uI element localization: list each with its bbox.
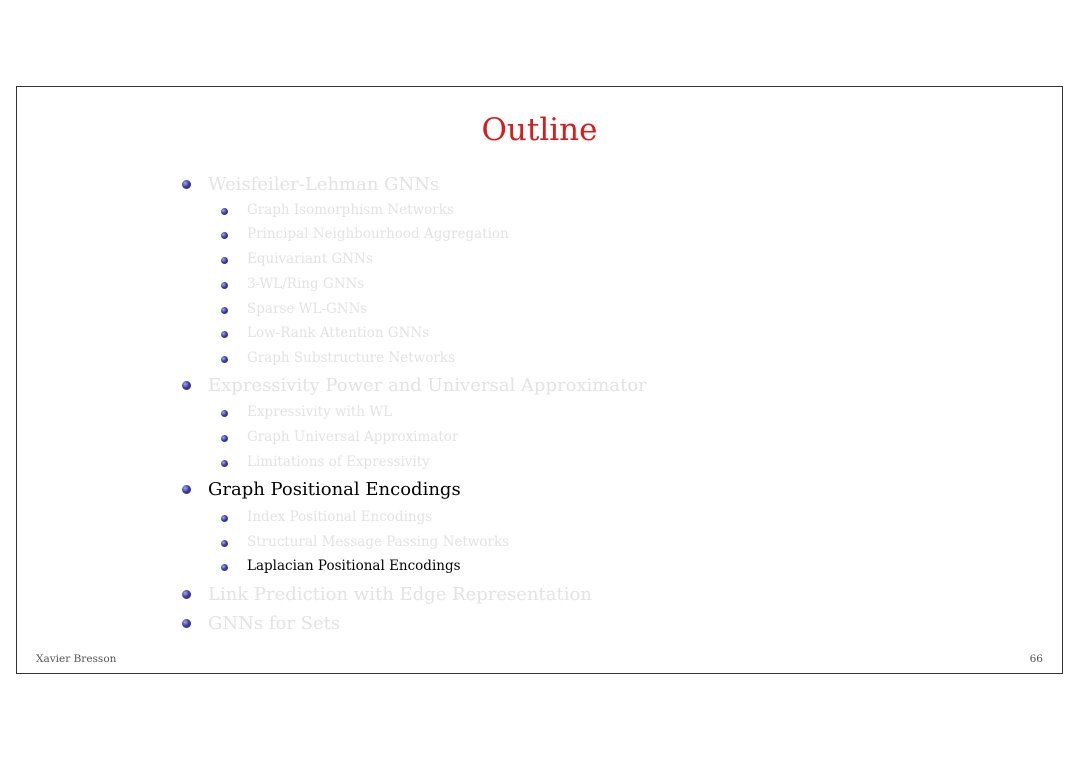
bullet-icon [221, 232, 228, 239]
outline-subitem-label: Expressivity with WL [247, 404, 393, 420]
bullet-icon [182, 485, 191, 494]
outline-item-label: Graph Positional Encodings [208, 479, 461, 500]
author-footer: Xavier Bresson [36, 653, 117, 665]
slide-title: Outline [481, 112, 598, 148]
outline-subitem-label: Equivariant GNNs [247, 251, 373, 267]
outline-item-label: Expressivity Power and Universal Approximator [208, 375, 647, 396]
bullet-icon [221, 410, 228, 417]
outline-subitem-label: Structural Message Passing Networks [247, 534, 510, 550]
slide-frame [16, 86, 1063, 674]
outline-item-label: Link Prediction with Edge Representation [208, 584, 592, 605]
bullet-icon [221, 307, 228, 314]
bullet-icon [221, 460, 228, 467]
bullet-icon [221, 540, 228, 547]
outline-subitem-label: 3-WL/Ring GNNs [247, 276, 365, 292]
bullet-icon [182, 180, 191, 189]
outline-subitem-label: Low-Rank Attention GNNs [247, 325, 430, 341]
outline-subitem-label: Limitations of Expressivity [247, 454, 430, 470]
bullet-icon [221, 356, 228, 363]
bullet-icon [221, 435, 228, 442]
page-number: 66 [1029, 653, 1043, 665]
outline-subitem-label: Graph Isomorphism Networks [247, 202, 454, 218]
outline-subitem-label: Graph Universal Approximator [247, 429, 459, 445]
outline-subitem-label: Graph Substructure Networks [247, 350, 455, 366]
bullet-icon [182, 381, 191, 390]
bullet-icon [221, 282, 228, 289]
bullet-icon [221, 564, 228, 571]
outline-subitem-label: Sparse WL-GNNs [247, 301, 368, 317]
bullet-icon [182, 590, 191, 599]
outline-subitem-label: Index Positional Encodings [247, 509, 433, 525]
outline-subitem-label: Laplacian Positional Encodings [247, 558, 461, 574]
outline-subitem-label: Principal Neighbourhood Aggregation [247, 226, 509, 242]
bullet-icon [221, 208, 228, 215]
bullet-icon [221, 331, 228, 338]
outline-item-label: Weisfeiler-Lehman GNNs [208, 174, 440, 195]
outline-item-label: GNNs for Sets [208, 613, 341, 634]
bullet-icon [182, 619, 191, 628]
bullet-icon [221, 257, 228, 264]
bullet-icon [221, 515, 228, 522]
